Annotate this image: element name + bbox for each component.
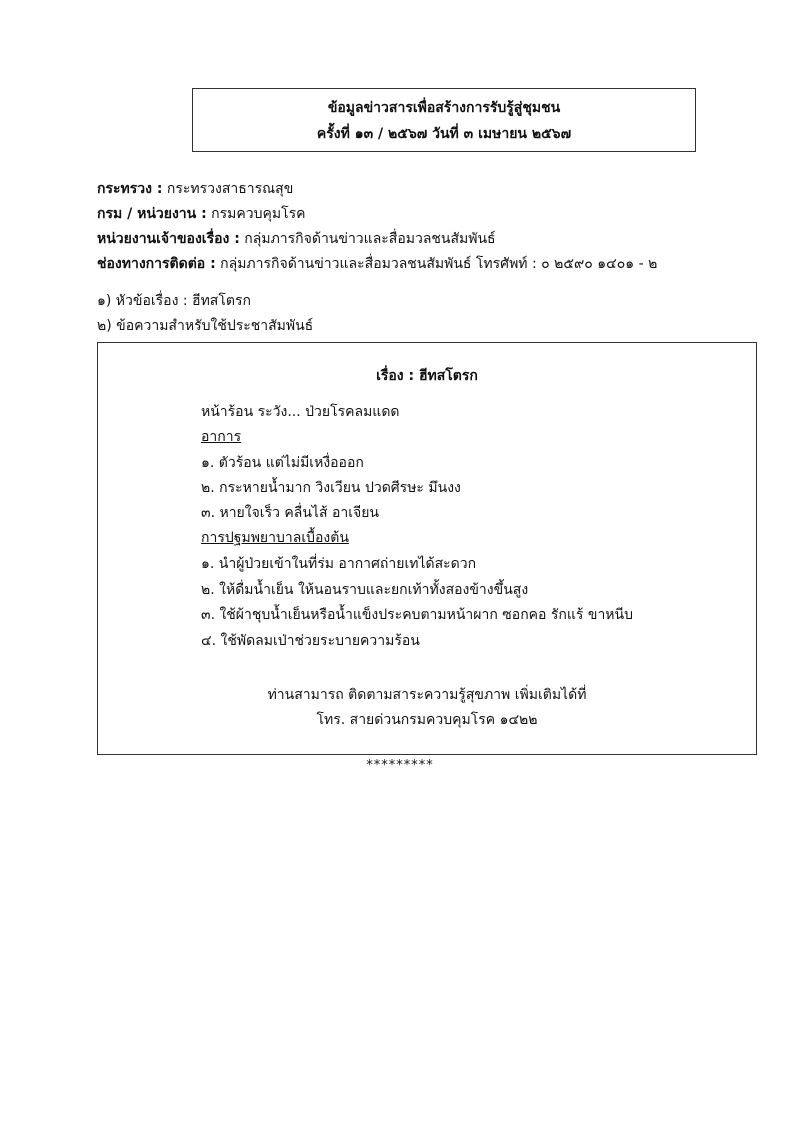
pr-footer-line1: ท่านสามารถ ติดตามสาระความรู้สุขภาพ เพิ่มเติมได้ที่ (267, 687, 587, 703)
header-issue-date: ครั้งที่ ๑๓ / ๒๕๖๗ วันที่ ๓ เมษายน ๒๕๖๗ (316, 126, 572, 142)
symptom-item: ๓. หายใจเร็ว คลื่นไส้ อาเจียน (201, 505, 380, 521)
firstaid-item: ๒. ให้ดื่มน้ำเย็น ให้นอนราบและยกเท้าทั้งสองข้างขึ้นสูง (201, 582, 529, 598)
department-value: กรมควบคุมโรค (211, 206, 306, 222)
symptoms-heading: อาการ (201, 429, 242, 445)
owner-label: หน่วยงานเจ้าของเรื่อง : (97, 231, 240, 247)
firstaid-item: ๔. ใช้พัดลมเป่าช่วยระบายความร้อน (201, 633, 420, 649)
firstaid-heading: การปฐมพยาบาลเบื้องต้น (201, 530, 349, 546)
item-message: ๒) ข้อความสำหรับใช้ประชาสัมพันธ์ (97, 318, 314, 334)
pr-intro: หน้าร้อน ระวัง... ป่วยโรคลมแดด (201, 404, 400, 420)
pr-title: เรื่อง : ฮีทสโตรก (376, 368, 478, 384)
symptom-item: ๒. กระหายน้ำมาก วิงเวียน ปวดศีรษะ มึนงง (201, 480, 461, 496)
firstaid-item: ๑. นำผู้ป่วยเข้าในที่ร่ม อากาศถ่ายเทได้สะดวก (201, 556, 477, 572)
info-ministry (97, 178, 293, 200)
pr-message-box (97, 342, 757, 755)
header-title: ข้อมูลข่าวสารเพื่อสร้างการรับรู้สู่ชุมชน (327, 100, 561, 116)
info-owner (97, 228, 496, 250)
ministry-value: กระทรวงสาธารณสุข (166, 181, 294, 197)
pr-footer-hotline: โทร. สายด่วนกรมควบคุมโรค ๑๔๒๒ (316, 712, 538, 728)
item-topic: ๑) หัวข้อเรื่อง : ฮีทสโตรก (97, 293, 251, 309)
ministry-label: กระทรวง : (97, 181, 163, 197)
firstaid-item: ๓. ใช้ผ้าชุบน้ำเย็นหรือน้ำแข็งประคบตามหน้าผาก ซอกคอ รักแร้ ขาหนีบ (201, 607, 633, 623)
end-mark: ********* (366, 758, 434, 773)
info-contact (97, 253, 657, 275)
contact-label: ช่องทางการติดต่อ : (97, 256, 216, 272)
department-label: กรม / หน่วยงาน : (97, 206, 207, 222)
contact-value: กลุ่มภารกิจด้านข่าวและสื่อมวลชนสัมพันธ์ โทรศัพท์ : ๐ ๒๕๙๐ ๑๔๐๑ - ๒ (220, 256, 658, 272)
owner-value: กลุ่มภารกิจด้านข่าวและสื่อมวลชนสัมพันธ์ (244, 231, 496, 247)
header-box (192, 88, 696, 152)
symptom-item: ๑. ตัวร้อน แต่ไม่มีเหงื่อออก (201, 455, 364, 471)
info-department (97, 203, 306, 225)
